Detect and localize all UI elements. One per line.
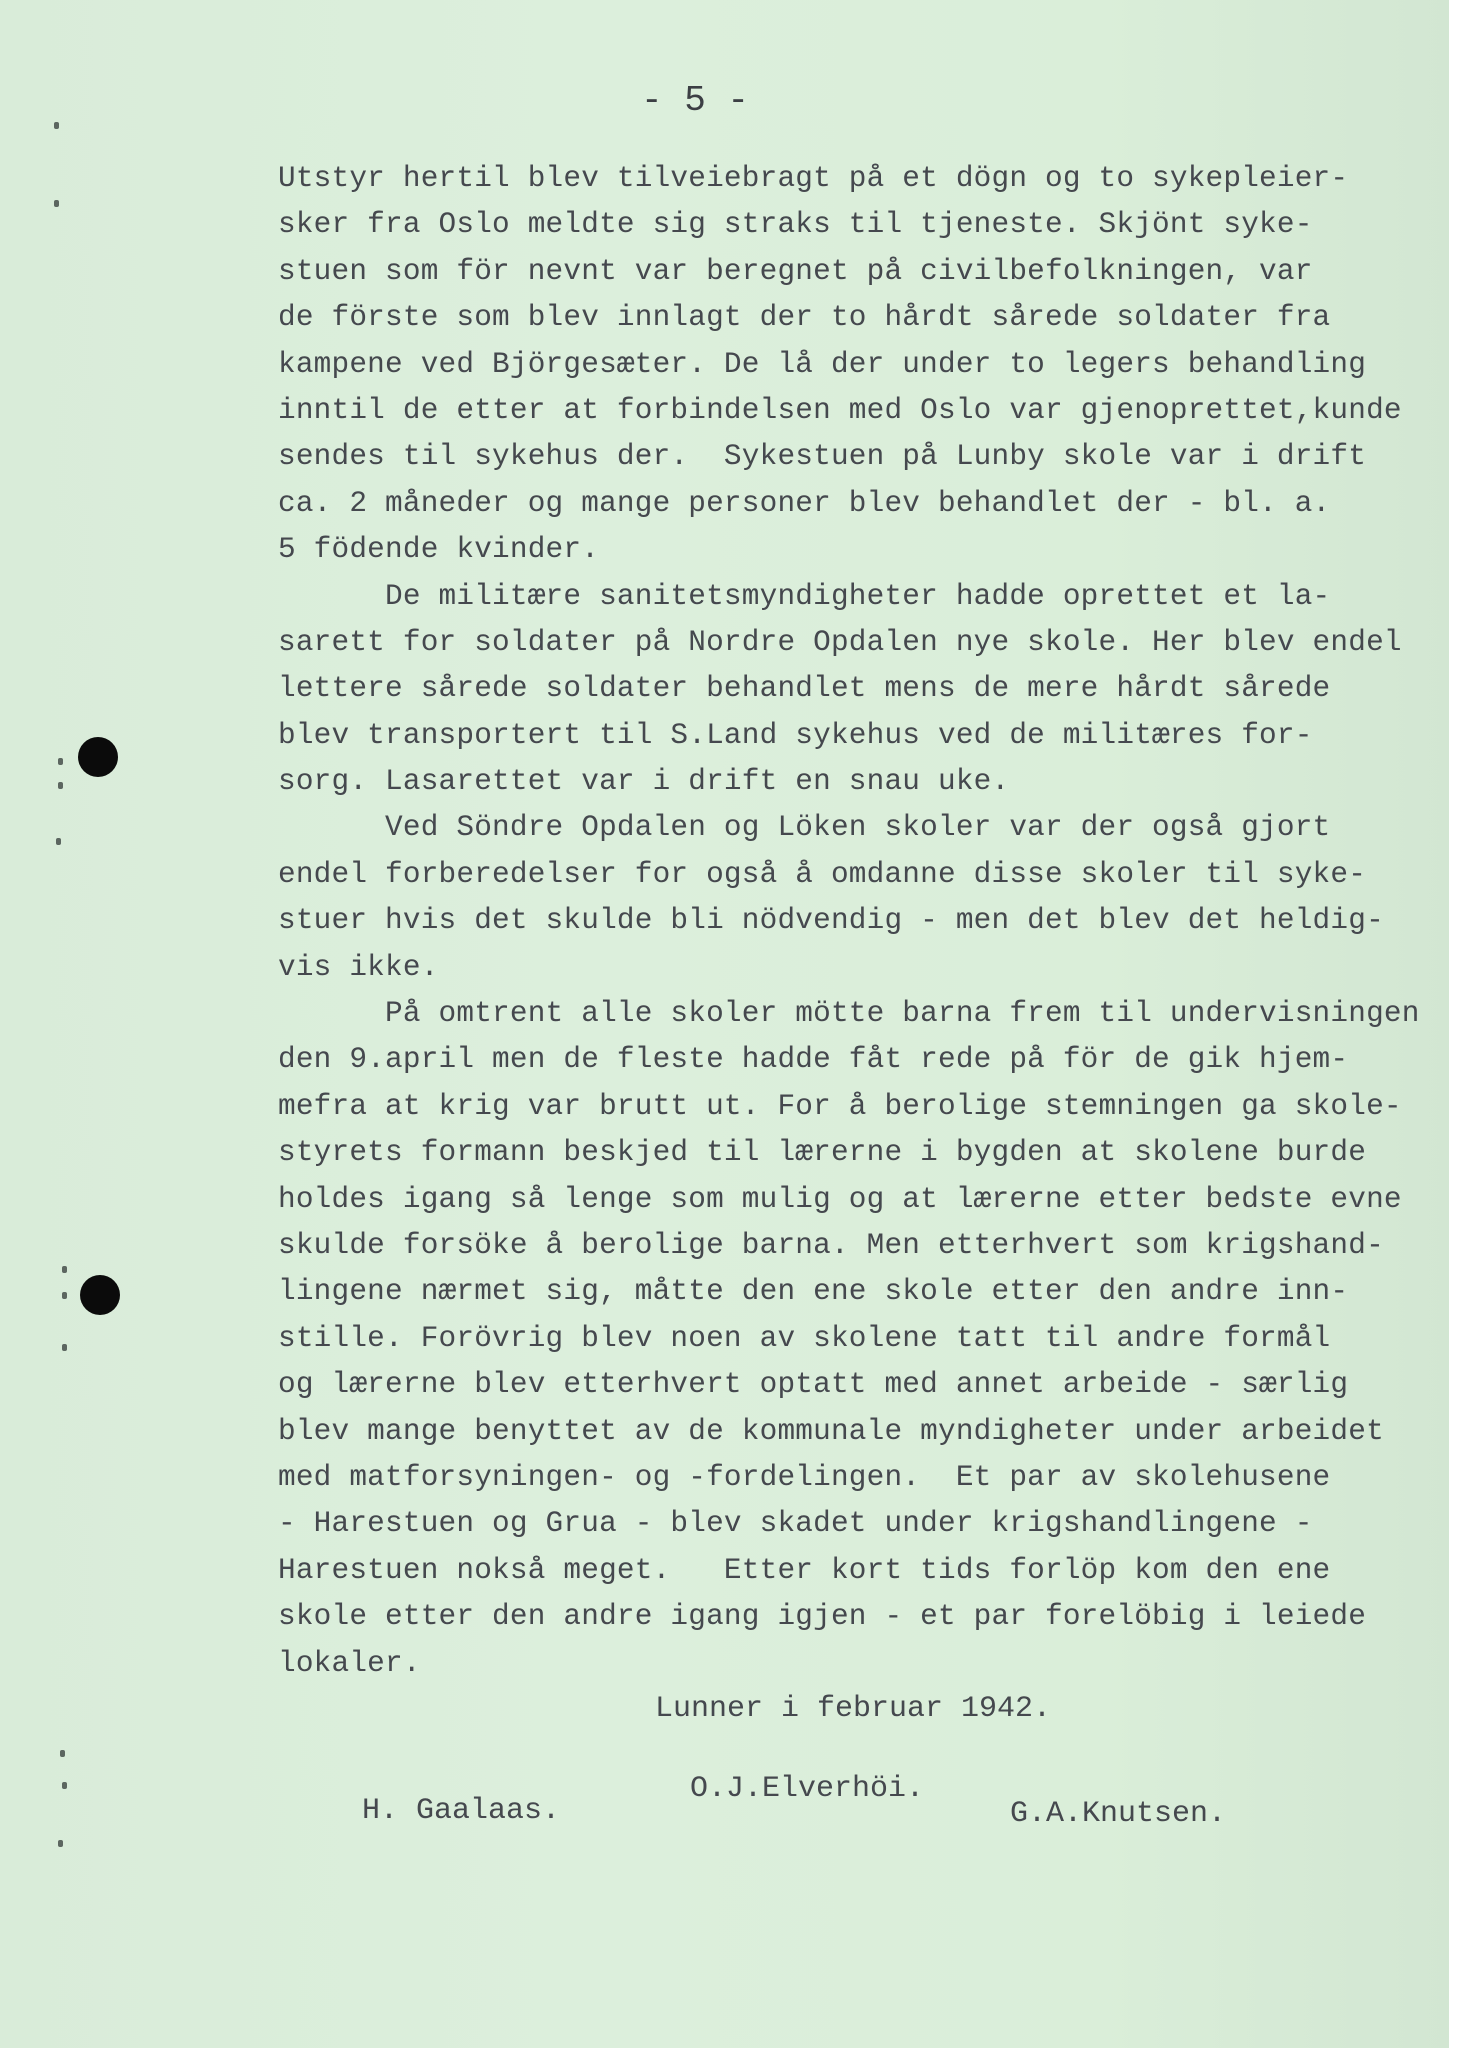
margin-mark <box>62 1266 67 1273</box>
text-line: kampene ved Björgesæter. De lå der under to legers behandling <box>278 347 1367 381</box>
text-line: På omtrent alle skoler mötte barna frem til undervisningen <box>278 997 1420 1031</box>
text-line: holdes igang så lenge som mulig og at lærerne etter bedste evne <box>278 1182 1402 1216</box>
text-line: den 9.april men de fleste hadde fåt rede på för de gik hjem- <box>278 1043 1349 1077</box>
margin-mark <box>62 1782 67 1789</box>
body-text <box>278 156 1428 1687</box>
text-line: styrets formann beskjed til lærerne i bygden at skolene burde <box>278 1136 1367 1170</box>
text-line: vis ikke. <box>278 950 439 984</box>
text-line: stille. Forövrig blev noen av skolene tatt til andre formål <box>278 1321 1331 1355</box>
signature-name: O.J.Elverhöi. <box>690 1772 925 1806</box>
text-line: mefra at krig var brutt ut. For å berolige stemningen ga skole- <box>278 1089 1402 1123</box>
text-line: lokaler. <box>278 1646 421 1680</box>
text-line: stuer hvis det skulde bli nödvendig - men det blev det heldig- <box>278 904 1384 938</box>
text-line: blev mange benyttet av de kommunale myndigheter under arbeidet <box>278 1414 1384 1448</box>
margin-mark <box>62 1344 67 1351</box>
margin-mark <box>54 122 59 129</box>
margin-mark <box>54 200 59 207</box>
text-line: sorg. Lasarettet var i drift en snau uke. <box>278 765 1010 799</box>
text-line: med matforsyningen- og -fordelingen. Et par av skolehusene <box>278 1460 1331 1494</box>
text-line: sker fra Oslo meldte sig straks til tjeneste. Skjönt syke- <box>278 208 1313 242</box>
text-line: skulde forsöke å berolige barna. Men etterhvert som krigshand- <box>278 1228 1384 1262</box>
text-line: Harestuen nokså meget. Etter kort tids forlöp kom den ene <box>278 1553 1331 1587</box>
page-number: - 5 - <box>640 80 750 121</box>
text-line: skole etter den andre igang igjen - et par forelöbig i leiede <box>278 1600 1367 1634</box>
text-line: blev transportert til S.Land sykehus ved de militæres for- <box>278 718 1313 752</box>
text-line: stuen som för nevnt var beregnet på civilbefolkningen, var <box>278 254 1313 288</box>
place-and-date: Lunner i februar 1942. <box>655 1692 1052 1726</box>
text-line: Utstyr hertil blev tilveiebragt på et dögn og to sykepleier- <box>278 162 1349 195</box>
page-edge <box>1449 0 1463 2048</box>
punch-hole-upper <box>78 737 118 777</box>
text-line: 5 födende kvinder. <box>278 533 600 567</box>
text-line: sarett for soldater på Nordre Opdalen nye skole. Her blev endel <box>278 625 1402 659</box>
punch-hole-lower <box>80 1275 120 1315</box>
text-line: og lærerne blev etterhvert optatt med annet arbeide - særlig <box>278 1368 1349 1402</box>
margin-mark <box>60 1750 65 1757</box>
text-line: de förste som blev innlagt der to hårdt sårede soldater fra <box>278 301 1331 335</box>
signature-name: H. Gaalaas. <box>362 1794 561 1828</box>
text-line: ca. 2 måneder og mange personer blev behandlet der - bl. a. <box>278 486 1331 520</box>
margin-mark <box>62 1292 67 1299</box>
text-line: De militære sanitetsmyndigheter hadde oprettet et la- <box>278 579 1331 613</box>
text-line: endel forberedelser for også å omdanne disse skoler til syke- <box>278 857 1367 891</box>
text-line: lingene nærmet sig, måtte den ene skole etter den andre inn- <box>278 1275 1349 1309</box>
margin-mark <box>56 838 61 845</box>
margin-mark <box>58 1840 63 1847</box>
text-line: - Harestuen og Grua - blev skadet under krigshandlingene - <box>278 1507 1313 1541</box>
text-line: sendes til sykehus der. Sykestuen på Lunby skole var i drift <box>278 440 1367 474</box>
text-line: inntil de etter at forbindelsen med Oslo var gjenoprettet,kunde <box>278 393 1402 427</box>
text-line: Ved Söndre Opdalen og Löken skoler var der også gjort <box>278 811 1331 845</box>
signature-name: G.A.Knutsen. <box>1010 1797 1227 1831</box>
margin-mark <box>58 782 63 789</box>
margin-mark <box>58 758 63 765</box>
text-line: lettere sårede soldater behandlet mens de mere hårdt sårede <box>278 672 1331 706</box>
